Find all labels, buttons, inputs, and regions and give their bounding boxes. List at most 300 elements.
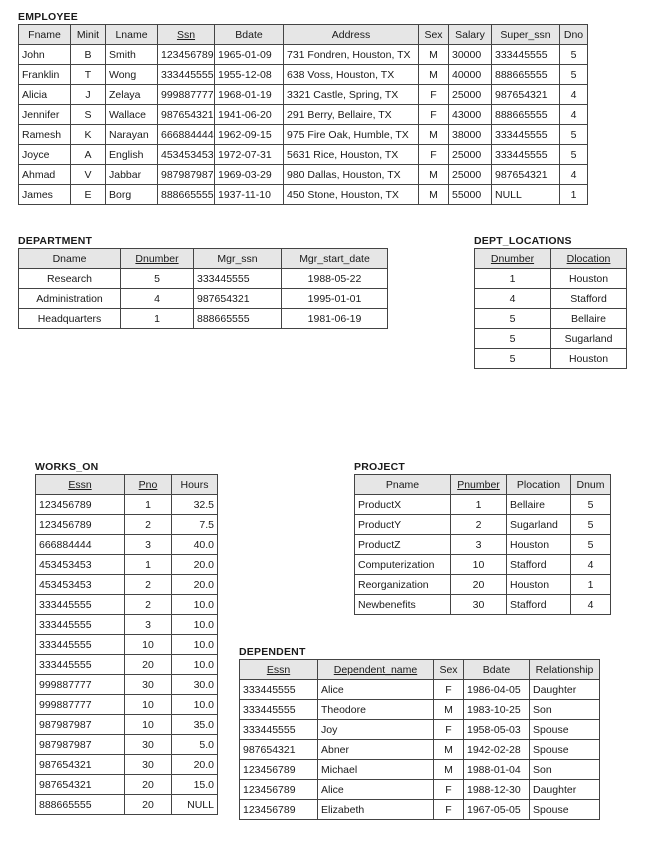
employee-cell: 4 (560, 85, 588, 105)
dept-locations-column-header: Dlocation (551, 249, 627, 269)
works-on-cell: 333445555 (36, 595, 125, 615)
works-on-row (36, 635, 218, 655)
dependent-column-header: Relationship (530, 660, 600, 680)
employee-row (19, 45, 588, 65)
works-on-cell: 7.5 (172, 515, 218, 535)
employee-cell: 453453453 (158, 145, 215, 165)
works-on-cell: 888665555 (36, 795, 125, 815)
employee-cell: 987654321 (158, 105, 215, 125)
employee-cell: Smith (106, 45, 158, 65)
works-on-row (36, 515, 218, 535)
dept-locations-title: DEPT_LOCATIONS (474, 235, 572, 247)
project-column-header: Pname (355, 475, 451, 495)
works-on-cell: 987987987 (36, 735, 125, 755)
dept-locations-table (474, 248, 627, 369)
employee-cell: John (19, 45, 71, 65)
works-on-row (36, 495, 218, 515)
dependent-cell: 1958-05-03 (464, 720, 530, 740)
dependent-cell: 1967-05-05 (464, 800, 530, 820)
dept-locations-cell: Stafford (551, 289, 627, 309)
dependent-column-header: Dependent_name (318, 660, 434, 680)
employee-cell: E (71, 185, 106, 205)
dependent-cell: Son (530, 760, 600, 780)
department-cell: 333445555 (194, 269, 282, 289)
dependent-cell: F (434, 720, 464, 740)
works-on-row (36, 655, 218, 675)
works-on-cell: 30 (125, 735, 172, 755)
works-on-row (36, 675, 218, 695)
employee-row (19, 105, 588, 125)
dept-locations-column-header: Dnumber (475, 249, 551, 269)
works-on-cell: 666884444 (36, 535, 125, 555)
employee-cell: 987654321 (492, 165, 560, 185)
works-on-cell: 30.0 (172, 675, 218, 695)
dependent-cell: 123456789 (240, 760, 318, 780)
department-table-block (18, 234, 388, 329)
dependent-cell: Spouse (530, 720, 600, 740)
employee-cell: S (71, 105, 106, 125)
works-on-cell: 3 (125, 615, 172, 635)
employee-cell: James (19, 185, 71, 205)
employee-cell: 123456789 (158, 45, 215, 65)
employee-cell: 333445555 (158, 65, 215, 85)
employee-cell: Alicia (19, 85, 71, 105)
dependent-cell: F (434, 800, 464, 820)
dependent-title: DEPENDENT (239, 646, 306, 658)
department-column-header: Dnumber (121, 249, 194, 269)
project-row (355, 515, 611, 535)
employee-cell: 975 Fire Oak, Humble, TX (284, 125, 419, 145)
dependent-cell: 1942-02-28 (464, 740, 530, 760)
employee-cell: 5 (560, 65, 588, 85)
project-cell: 1 (451, 495, 507, 515)
works-on-cell: 987654321 (36, 755, 125, 775)
dependent-cell: Elizabeth (318, 800, 434, 820)
dependent-row (240, 760, 600, 780)
employee-cell: B (71, 45, 106, 65)
works-on-cell: 1 (125, 555, 172, 575)
dependent-row (240, 740, 600, 760)
dept-locations-cell: Houston (551, 269, 627, 289)
works-on-row (36, 575, 218, 595)
department-cell: Research (19, 269, 121, 289)
works-on-row (36, 535, 218, 555)
works-on-cell: 20.0 (172, 575, 218, 595)
dept-locations-cell: 1 (475, 269, 551, 289)
employee-cell: 4 (560, 105, 588, 125)
project-column-header: Dnum (571, 475, 611, 495)
project-column-header: Plocation (507, 475, 571, 495)
dependent-cell: 123456789 (240, 780, 318, 800)
employee-cell: Jennifer (19, 105, 71, 125)
dependent-column-header: Bdate (464, 660, 530, 680)
employee-cell: 888665555 (158, 185, 215, 205)
employee-cell: 638 Voss, Houston, TX (284, 65, 419, 85)
project-cell: Bellaire (507, 495, 571, 515)
works-on-cell: 20 (125, 775, 172, 795)
dept-locations-cell: 5 (475, 309, 551, 329)
employee-cell: F (419, 145, 449, 165)
dependent-cell: Spouse (530, 740, 600, 760)
dependent-cell: Abner (318, 740, 434, 760)
employee-cell: 5631 Rice, Houston, TX (284, 145, 419, 165)
dependent-cell: 333445555 (240, 700, 318, 720)
employee-cell: M (419, 165, 449, 185)
department-cell: 4 (121, 289, 194, 309)
works-on-cell: 3 (125, 535, 172, 555)
works-on-row (36, 595, 218, 615)
employee-cell: 30000 (449, 45, 492, 65)
project-table (354, 474, 611, 615)
dependent-cell: 987654321 (240, 740, 318, 760)
employee-cell: 666884444 (158, 125, 215, 145)
department-cell: 888665555 (194, 309, 282, 329)
works-on-cell: 10.0 (172, 595, 218, 615)
project-cell: 4 (571, 555, 611, 575)
employee-column-header: Bdate (215, 25, 284, 45)
dept-locations-row (475, 269, 627, 289)
works-on-title: WORKS_ON (35, 461, 99, 473)
employee-header-row (19, 25, 588, 45)
dependent-cell: Alice (318, 780, 434, 800)
employee-cell: 5 (560, 125, 588, 145)
works-on-cell: 10 (125, 635, 172, 655)
works-on-cell: 20 (125, 795, 172, 815)
dept-locations-cell: Sugarland (551, 329, 627, 349)
works-on-cell: 10 (125, 695, 172, 715)
project-cell: Houston (507, 535, 571, 555)
employee-cell: M (419, 125, 449, 145)
employee-cell: A (71, 145, 106, 165)
employee-column-header: Sex (419, 25, 449, 45)
employee-cell: K (71, 125, 106, 145)
works-on-cell: 999887777 (36, 675, 125, 695)
employee-cell: 888665555 (492, 65, 560, 85)
works-on-cell: 999887777 (36, 695, 125, 715)
works-on-cell: 20.0 (172, 555, 218, 575)
project-row (355, 535, 611, 555)
employee-column-header: Minit (71, 25, 106, 45)
works-on-header-row (36, 475, 218, 495)
employee-cell: 987987987 (158, 165, 215, 185)
works-on-table (35, 474, 218, 815)
employee-row (19, 65, 588, 85)
project-cell: 2 (451, 515, 507, 535)
project-cell: Stafford (507, 555, 571, 575)
project-cell: 3 (451, 535, 507, 555)
employee-cell: 1962-09-15 (215, 125, 284, 145)
works-on-row (36, 775, 218, 795)
works-on-cell: 333445555 (36, 635, 125, 655)
works-on-column-header: Hours (172, 475, 218, 495)
works-on-table-block (35, 460, 218, 815)
dependent-cell: F (434, 780, 464, 800)
project-cell: 10 (451, 555, 507, 575)
department-row (19, 309, 388, 329)
dept-locations-row (475, 329, 627, 349)
employee-cell: 731 Fondren, Houston, TX (284, 45, 419, 65)
works-on-cell: 20 (125, 655, 172, 675)
employee-cell: 1972-07-31 (215, 145, 284, 165)
employee-cell: 40000 (449, 65, 492, 85)
dependent-cell: 1988-01-04 (464, 760, 530, 780)
employee-cell: 5 (560, 45, 588, 65)
employee-row (19, 85, 588, 105)
employee-cell: 1969-03-29 (215, 165, 284, 185)
works-on-cell: 2 (125, 515, 172, 535)
works-on-cell: 987654321 (36, 775, 125, 795)
dept-locations-cell: Houston (551, 349, 627, 369)
dept-locations-cell: 5 (475, 349, 551, 369)
project-cell: 5 (571, 495, 611, 515)
works-on-cell: 30 (125, 675, 172, 695)
dept-locations-row (475, 289, 627, 309)
works-on-cell: 40.0 (172, 535, 218, 555)
works-on-cell: 987987987 (36, 715, 125, 735)
dependent-cell: Son (530, 700, 600, 720)
works-on-cell: 30 (125, 755, 172, 775)
employee-cell: 980 Dallas, Houston, TX (284, 165, 419, 185)
employee-cell: F (419, 85, 449, 105)
employee-cell: 55000 (449, 185, 492, 205)
works-on-cell: 5.0 (172, 735, 218, 755)
employee-cell: T (71, 65, 106, 85)
works-on-cell: 35.0 (172, 715, 218, 735)
dependent-cell: Daughter (530, 680, 600, 700)
employee-table (18, 24, 588, 205)
employee-column-header: Ssn (158, 25, 215, 45)
department-title: DEPARTMENT (18, 235, 93, 247)
employee-cell: M (419, 185, 449, 205)
works-on-cell: 453453453 (36, 575, 125, 595)
works-on-column-header: Essn (36, 475, 125, 495)
department-header-row (19, 249, 388, 269)
works-on-cell: 2 (125, 595, 172, 615)
project-row (355, 575, 611, 595)
works-on-cell: 123456789 (36, 495, 125, 515)
employee-cell: NULL (492, 185, 560, 205)
works-on-cell: 1 (125, 495, 172, 515)
dependent-cell: 1988-12-30 (464, 780, 530, 800)
employee-cell: F (419, 105, 449, 125)
employee-cell: M (419, 45, 449, 65)
works-on-cell: 2 (125, 575, 172, 595)
employee-cell: V (71, 165, 106, 185)
employee-cell: 1937-11-10 (215, 185, 284, 205)
employee-column-header: Salary (449, 25, 492, 45)
employee-cell: 25000 (449, 165, 492, 185)
project-cell: Houston (507, 575, 571, 595)
employee-cell: 38000 (449, 125, 492, 145)
dependent-cell: 1983-10-25 (464, 700, 530, 720)
employee-cell: Joyce (19, 145, 71, 165)
employee-cell: 1941-06-20 (215, 105, 284, 125)
dept-locations-row (475, 309, 627, 329)
dependent-cell: 333445555 (240, 720, 318, 740)
works-on-cell: 10.0 (172, 615, 218, 635)
employee-cell: 999887777 (158, 85, 215, 105)
employee-cell: 450 Stone, Houston, TX (284, 185, 419, 205)
project-cell: 1 (571, 575, 611, 595)
department-cell: Headquarters (19, 309, 121, 329)
dependent-cell: Joy (318, 720, 434, 740)
works-on-row (36, 695, 218, 715)
dependent-cell: 333445555 (240, 680, 318, 700)
department-cell: 1988-05-22 (282, 269, 388, 289)
dependent-row (240, 800, 600, 820)
project-cell: 30 (451, 595, 507, 615)
department-column-header: Mgr_ssn (194, 249, 282, 269)
dependent-cell: M (434, 700, 464, 720)
dept-locations-cell: 5 (475, 329, 551, 349)
employee-cell: M (419, 65, 449, 85)
dept-locations-table-block (474, 234, 627, 369)
works-on-cell: 10 (125, 715, 172, 735)
employee-table-block (18, 10, 588, 205)
employee-title: EMPLOYEE (18, 11, 78, 23)
dependent-column-header: Sex (434, 660, 464, 680)
employee-cell: 1965-01-09 (215, 45, 284, 65)
project-cell: ProductZ (355, 535, 451, 555)
employee-column-header: Dno (560, 25, 588, 45)
dependent-cell: Spouse (530, 800, 600, 820)
project-row (355, 595, 611, 615)
employee-cell: 888665555 (492, 105, 560, 125)
project-cell: Newbenefits (355, 595, 451, 615)
employee-cell: Narayan (106, 125, 158, 145)
employee-row (19, 125, 588, 145)
employee-cell: Jabbar (106, 165, 158, 185)
dependent-row (240, 680, 600, 700)
employee-cell: 43000 (449, 105, 492, 125)
project-row (355, 555, 611, 575)
employee-cell: 25000 (449, 145, 492, 165)
department-cell: Administration (19, 289, 121, 309)
department-cell: 1981-06-19 (282, 309, 388, 329)
department-cell: 1 (121, 309, 194, 329)
project-column-header: Pnumber (451, 475, 507, 495)
project-cell: Computerization (355, 555, 451, 575)
works-on-cell: 10.0 (172, 695, 218, 715)
project-cell: 20 (451, 575, 507, 595)
employee-column-header: Fname (19, 25, 71, 45)
works-on-cell: 10.0 (172, 655, 218, 675)
dependent-table (239, 659, 600, 820)
dependent-cell: M (434, 740, 464, 760)
employee-cell: J (71, 85, 106, 105)
employee-row (19, 185, 588, 205)
works-on-cell: 333445555 (36, 655, 125, 675)
employee-row (19, 165, 588, 185)
project-cell: Sugarland (507, 515, 571, 535)
works-on-cell: 10.0 (172, 635, 218, 655)
dependent-cell: 1986-04-05 (464, 680, 530, 700)
project-cell: 5 (571, 535, 611, 555)
department-cell: 1995-01-01 (282, 289, 388, 309)
employee-cell: Ramesh (19, 125, 71, 145)
employee-cell: 333445555 (492, 45, 560, 65)
project-cell: Reorganization (355, 575, 451, 595)
department-column-header: Dname (19, 249, 121, 269)
works-on-row (36, 755, 218, 775)
dept-locations-cell: Bellaire (551, 309, 627, 329)
employee-cell: Wong (106, 65, 158, 85)
employee-cell: 291 Berry, Bellaire, TX (284, 105, 419, 125)
works-on-row (36, 615, 218, 635)
employee-cell: 333445555 (492, 125, 560, 145)
project-cell: ProductY (355, 515, 451, 535)
dept-locations-header-row (475, 249, 627, 269)
dependent-cell: Michael (318, 760, 434, 780)
project-cell: Stafford (507, 595, 571, 615)
works-on-cell: 15.0 (172, 775, 218, 795)
project-cell: ProductX (355, 495, 451, 515)
employee-cell: Ahmad (19, 165, 71, 185)
works-on-cell: 453453453 (36, 555, 125, 575)
works-on-cell: 20.0 (172, 755, 218, 775)
dependent-cell: Alice (318, 680, 434, 700)
dependent-cell: Theodore (318, 700, 434, 720)
dependent-row (240, 700, 600, 720)
employee-cell: 333445555 (492, 145, 560, 165)
dependent-column-header: Essn (240, 660, 318, 680)
project-table-block (354, 460, 611, 615)
works-on-row (36, 795, 218, 815)
dependent-table-block (239, 645, 600, 820)
dept-locations-row (475, 349, 627, 369)
employee-cell: 3321 Castle, Spring, TX (284, 85, 419, 105)
project-row (355, 495, 611, 515)
employee-cell: 1955-12-08 (215, 65, 284, 85)
employee-cell: 1968-01-19 (215, 85, 284, 105)
project-cell: 4 (571, 595, 611, 615)
employee-cell: 25000 (449, 85, 492, 105)
employee-column-header: Address (284, 25, 419, 45)
works-on-cell: 123456789 (36, 515, 125, 535)
department-table (18, 248, 388, 329)
project-cell: 5 (571, 515, 611, 535)
works-on-row (36, 715, 218, 735)
employee-cell: 987654321 (492, 85, 560, 105)
works-on-cell: 333445555 (36, 615, 125, 635)
dependent-cell: Daughter (530, 780, 600, 800)
dept-locations-cell: 4 (475, 289, 551, 309)
project-header-row (355, 475, 611, 495)
employee-cell: 5 (560, 145, 588, 165)
employee-cell: 1 (560, 185, 588, 205)
employee-column-header: Lname (106, 25, 158, 45)
department-column-header: Mgr_start_date (282, 249, 388, 269)
dependent-cell: 123456789 (240, 800, 318, 820)
employee-cell: Zelaya (106, 85, 158, 105)
works-on-cell: 32.5 (172, 495, 218, 515)
employee-cell: Franklin (19, 65, 71, 85)
department-row (19, 289, 388, 309)
project-title: PROJECT (354, 461, 405, 473)
department-row (19, 269, 388, 289)
employee-column-header: Super_ssn (492, 25, 560, 45)
dependent-cell: M (434, 760, 464, 780)
employee-row (19, 145, 588, 165)
department-cell: 5 (121, 269, 194, 289)
employee-cell: 4 (560, 165, 588, 185)
employee-cell: English (106, 145, 158, 165)
works-on-column-header: Pno (125, 475, 172, 495)
department-cell: 987654321 (194, 289, 282, 309)
works-on-row (36, 735, 218, 755)
dependent-header-row (240, 660, 600, 680)
dependent-cell: F (434, 680, 464, 700)
